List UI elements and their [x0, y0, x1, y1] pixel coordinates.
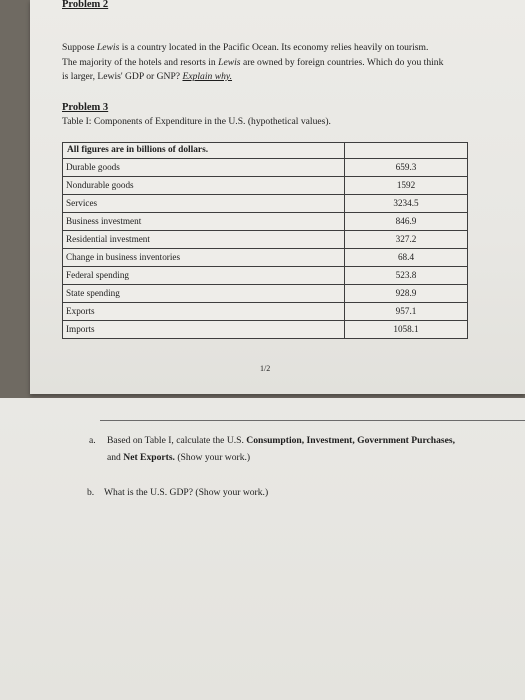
row-label: Durable goods [63, 159, 345, 177]
row-label: Residential investment [63, 231, 345, 249]
question-a-line-1-bold: Consumption, Investment, Government Purchases, [246, 435, 456, 446]
question-a-line-2-pre: and [107, 452, 124, 463]
table-row [63, 285, 468, 303]
question-a-line-1 [107, 434, 455, 448]
row-value: 957.1 [345, 303, 468, 321]
row-label: Business investment [63, 213, 345, 231]
row-label: Federal spending [63, 267, 345, 285]
row-label: Services [63, 195, 345, 213]
row-label: Change in business inventories [63, 249, 345, 267]
table-caption: Table I: Components of Expenditure in the U.S. (hypothetical values). [62, 116, 331, 127]
row-value: 659.3 [345, 159, 468, 177]
row-value: 68.4 [345, 249, 468, 267]
row-label: Exports [63, 303, 345, 321]
row-label: State spending [63, 285, 345, 303]
problem-2-heading: Problem 2 [62, 0, 109, 10]
table-row [63, 159, 468, 177]
table-header-row [63, 143, 468, 159]
table-row [63, 177, 468, 195]
table-row [63, 321, 468, 339]
expenditure-table [62, 142, 468, 339]
row-label: Nondurable goods [63, 177, 345, 195]
page-divider-line [100, 420, 525, 421]
table-row [63, 195, 468, 213]
row-value: 327.2 [345, 231, 468, 249]
problem-2-line-2-pre: The majority of the hotels and resorts in [62, 57, 219, 68]
problem-2-line-2 [62, 56, 443, 70]
problem-2-line-1-pre: Suppose [62, 42, 97, 53]
problem-2-line-3-pre: is larger, Lewis' GDP or GNP? [62, 71, 183, 82]
row-value: 3234.5 [345, 195, 468, 213]
row-label: Imports [63, 321, 345, 339]
problem-2-line-1 [62, 41, 428, 55]
country-name: Lewis [218, 57, 241, 68]
row-value: 846.9 [345, 213, 468, 231]
table-row [63, 231, 468, 249]
page-number: 1/2 [260, 364, 271, 373]
question-b-text: What is the U.S. GDP? (Show your work.) [104, 487, 269, 498]
country-name: Lewis [96, 42, 120, 53]
row-value: 1592 [345, 177, 468, 195]
question-a-line-2-post: (Show your work.) [174, 452, 251, 463]
question-a-marker: a. [89, 435, 96, 446]
table-body [63, 159, 468, 339]
problem-3-heading: Problem 3 [62, 102, 109, 113]
table-row [63, 303, 468, 321]
question-a-line-1-pre: Based on Table I, calculate the U.S. [107, 435, 247, 446]
table-header-cell: All figures are in billions of dollars. [63, 143, 345, 159]
row-value: 523.8 [345, 267, 468, 285]
table-row [63, 267, 468, 285]
explain-why-text: Explain why. [182, 71, 233, 82]
table-header-blank-cell [345, 143, 468, 159]
row-value: 1058.1 [345, 321, 468, 339]
question-a-line-2 [107, 451, 250, 465]
problem-2-line-1-post: is a country located in the Pacific Ocean. Its economy relies heavily on tourism. [119, 42, 429, 53]
table-row [63, 249, 468, 267]
table-row [63, 213, 468, 231]
question-a-line-2-bold: Net Exports. [123, 452, 175, 463]
problem-2-line-3 [62, 70, 232, 84]
question-b-marker: b. [87, 487, 95, 498]
problem-2-line-2-post: are owned by foreign countries. Which do you think [240, 57, 444, 68]
row-value: 928.9 [345, 285, 468, 303]
worksheet-page-2 [0, 398, 525, 700]
